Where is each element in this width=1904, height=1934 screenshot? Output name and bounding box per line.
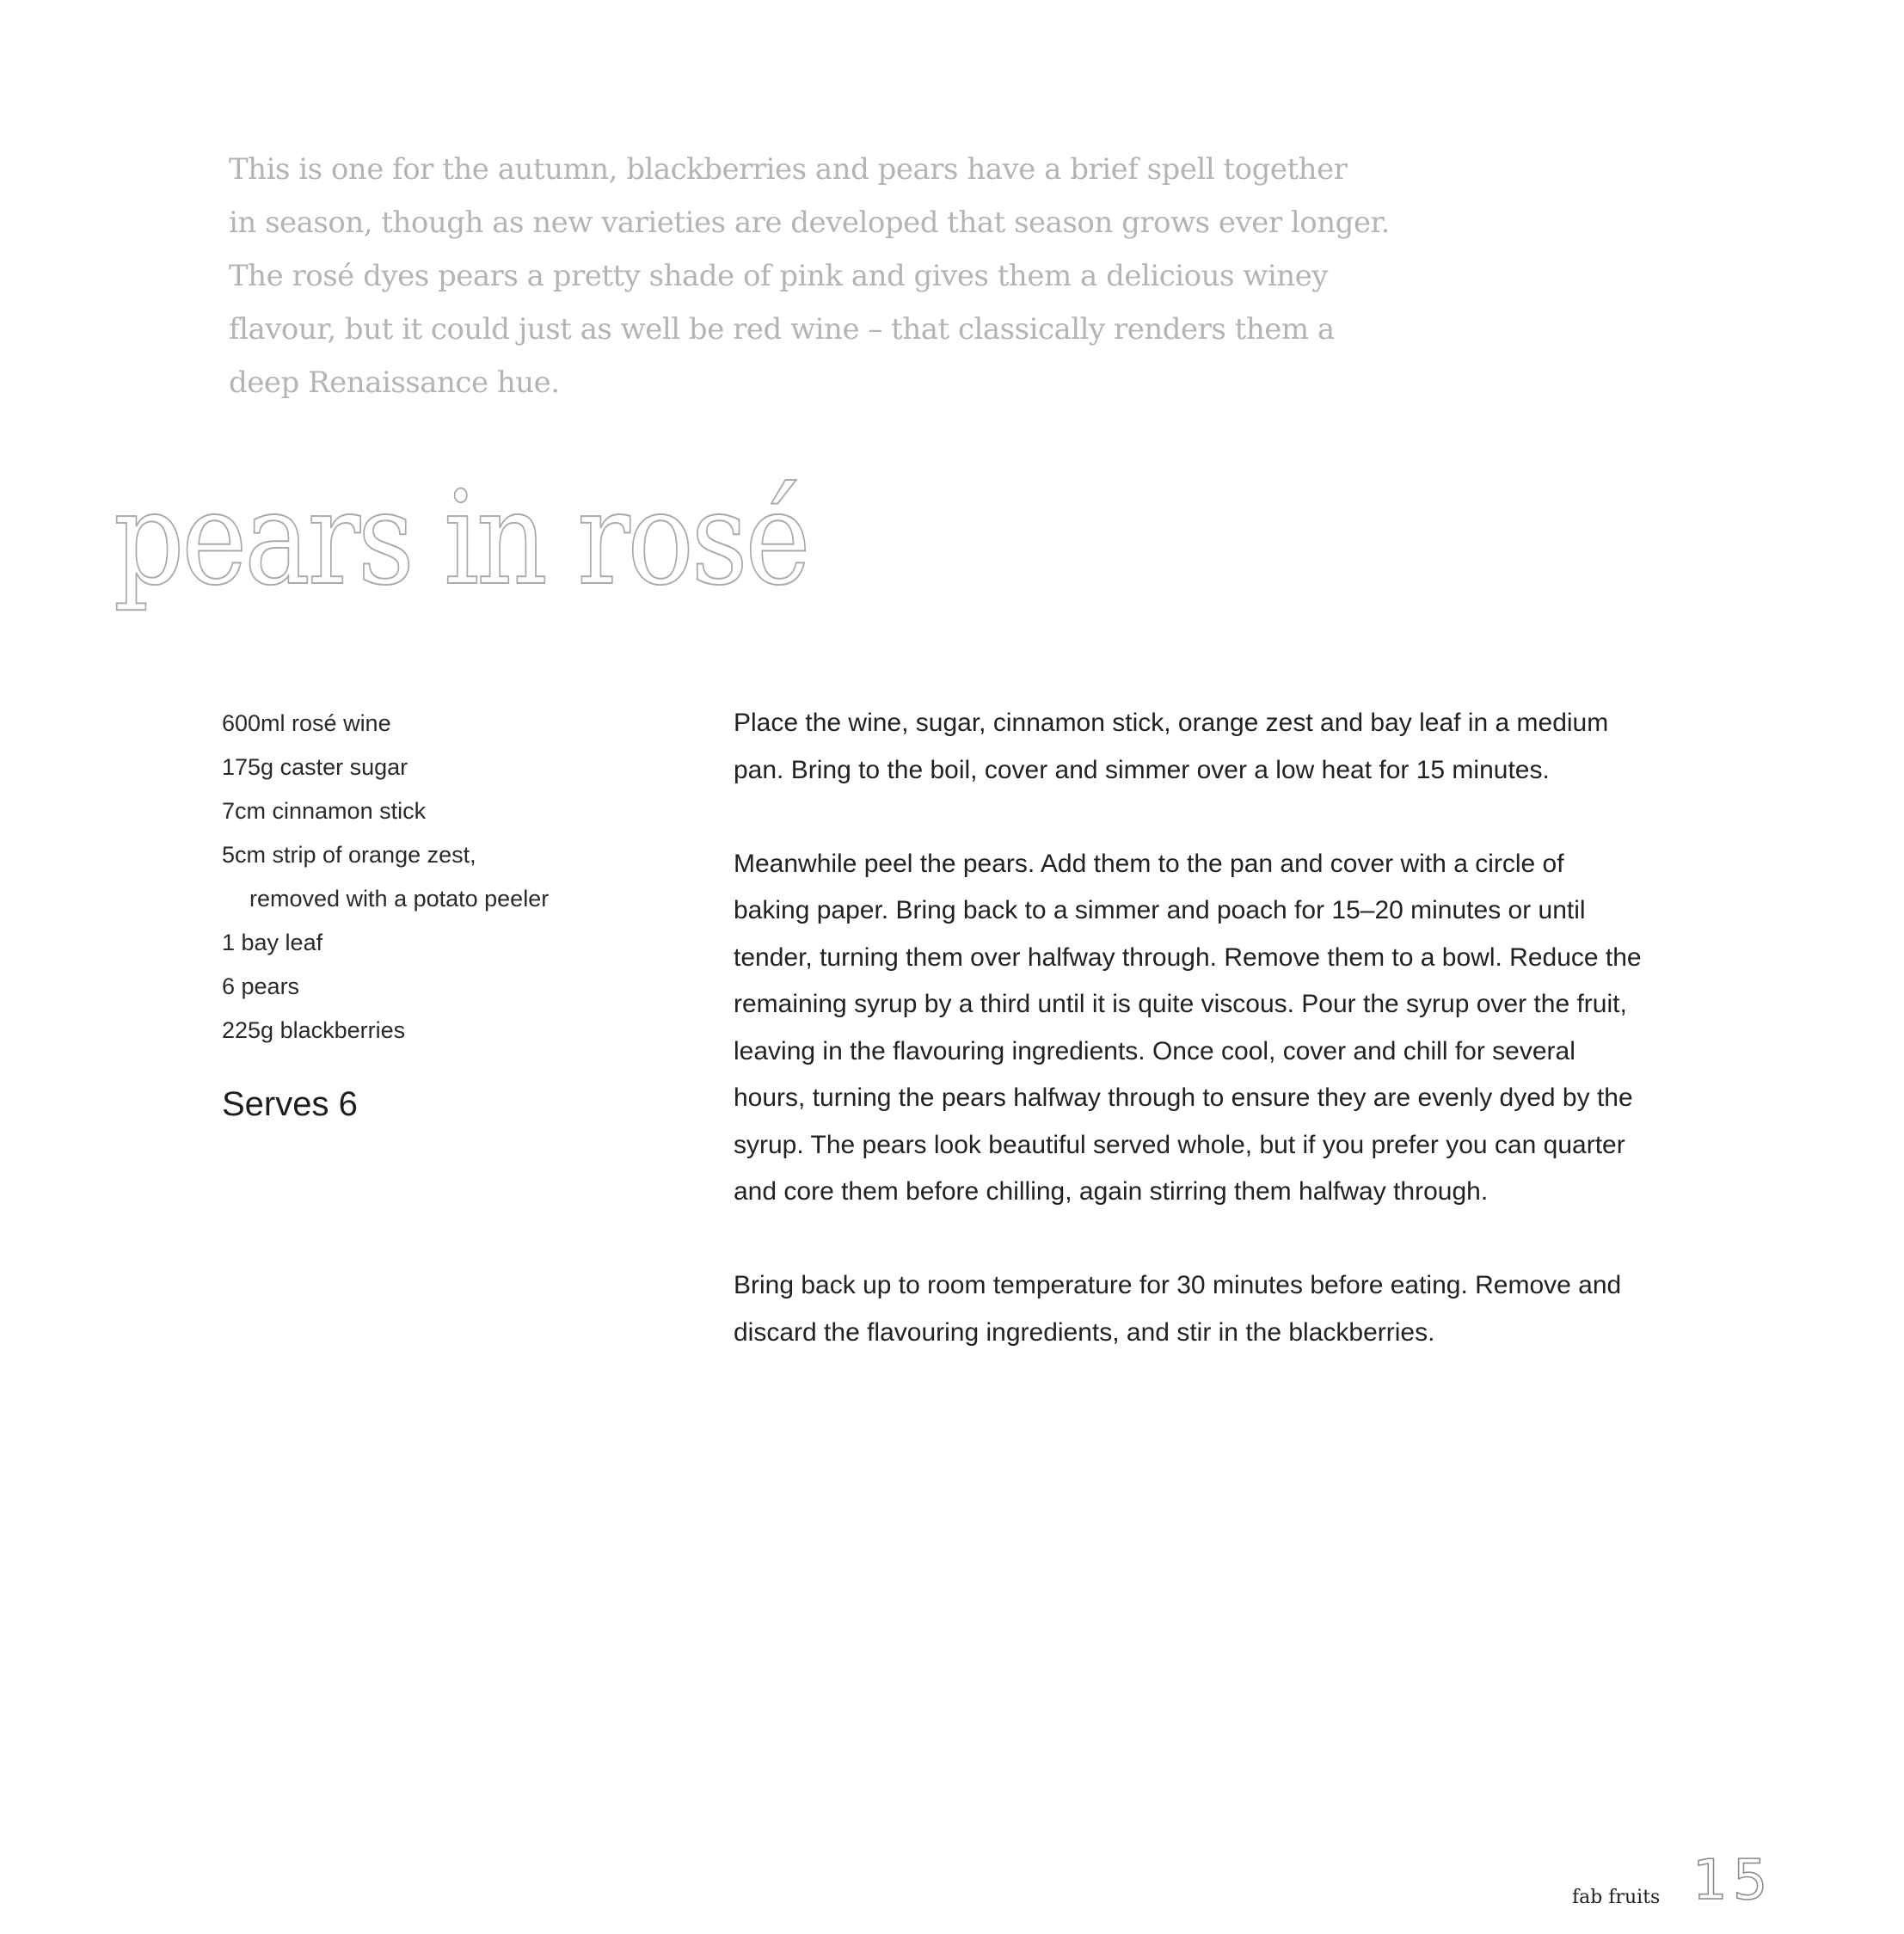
recipe-title: pears in rosé xyxy=(114,464,808,614)
ingredient: 7cm cinnamon stick xyxy=(222,798,427,824)
page-number: 15 xyxy=(1692,1849,1773,1913)
method-line: Bring back up to room temperature for 30 minutes before eating. Remove and xyxy=(734,1271,1622,1299)
serves: Serves 6 xyxy=(222,1085,358,1123)
method-line: remaining syrup by a third until it is quite viscous. Pour the syrup over the fruit, xyxy=(734,990,1627,1018)
ingredient: 5cm strip of orange zest, xyxy=(222,842,476,868)
method-line: syrup. The pears look beautiful served whole, but if you prefer you can quarter xyxy=(734,1130,1625,1159)
ingredient-list xyxy=(222,702,549,1053)
intro-line: This is one for the autumn, blackberries and pears have a brief spell together xyxy=(229,152,1348,187)
method-line: discard the flavouring ingredients, and stir in the blackberries. xyxy=(734,1317,1435,1347)
method-line: baking paper. Bring back to a simmer and poach for 15–20 minutes or until xyxy=(734,896,1586,924)
method-paragraph xyxy=(734,700,1642,794)
intro-line: The rosé dyes pears a pretty shade of pink and gives them a delicious winey xyxy=(229,259,1328,293)
ingredient: 6 pears xyxy=(222,973,300,999)
intro-text xyxy=(229,143,1777,409)
section-label: fab fruits xyxy=(1572,1887,1661,1908)
ingredient: 1 bay leaf xyxy=(222,930,323,955)
method-line: pan. Bring to the boil, cover and simmer over a low heat for 15 minutes. xyxy=(734,755,1550,784)
ingredient: 600ml rosé wine xyxy=(222,710,391,736)
ingredient: 225g blackberries xyxy=(222,1017,406,1043)
method-paragraph xyxy=(734,1262,1642,1356)
method xyxy=(734,700,1642,1403)
method-paragraph xyxy=(734,841,1642,1216)
intro-line: in season, though as new varieties are developed that season grows ever longer. xyxy=(229,206,1390,240)
intro-line: flavour, but it could just as well be red wine – that classically renders them a xyxy=(229,312,1335,347)
method-line: leaving in the flavouring ingredients. Once cool, cover and chill for several xyxy=(734,1036,1575,1065)
ingredient: 175g caster sugar xyxy=(222,754,408,780)
method-line: hours, turning the pears halfway through to ensure they are evenly dyed by the xyxy=(734,1084,1633,1112)
method-line: and core them before chilling, again stirring them halfway through. xyxy=(734,1177,1489,1206)
intro-line: deep Renaissance hue. xyxy=(229,365,560,400)
method-line: Meanwhile peel the pears. Add them to the pan and cover with a circle of xyxy=(734,849,1564,878)
method-line: Place the wine, sugar, cinnamon stick, orange zest and bay leaf in a medium xyxy=(734,709,1609,737)
ingredient-continuation: removed with a potato peeler xyxy=(249,886,550,912)
method-line: tender, turning them over halfway through. Remove them to a bowl. Reduce the xyxy=(734,942,1642,972)
